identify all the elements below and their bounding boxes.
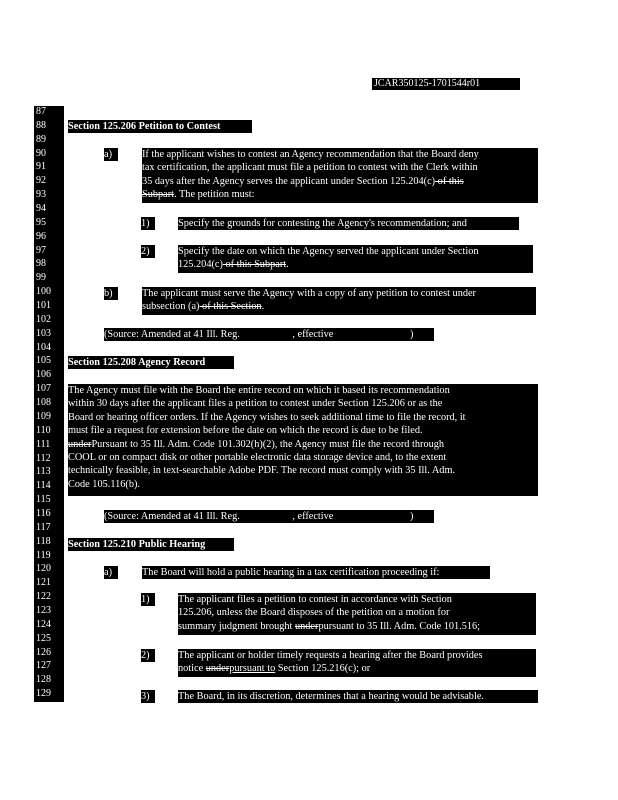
- text-line: [142, 188, 538, 201]
- item-1-label: 1): [141, 217, 155, 230]
- text-line: The Board will hold a public hearing in a tax certification proceeding if:: [142, 567, 440, 578]
- line-number: 99: [36, 272, 46, 284]
- inserted-text: pursuant to: [229, 663, 276, 675]
- text-run: , effective: [292, 329, 336, 340]
- line-number: 116: [36, 507, 51, 519]
- line-number: 92: [36, 175, 46, 187]
- line-number: 101: [36, 300, 51, 312]
- line-number: 109: [36, 410, 51, 422]
- line-number: 98: [36, 258, 46, 270]
- text-line: [178, 662, 536, 675]
- line-number: 100: [36, 286, 51, 298]
- struck-text: of this Subpart: [222, 259, 287, 271]
- line-number: 107: [36, 383, 51, 395]
- line-number: 94: [36, 203, 46, 215]
- line-number: 103: [36, 327, 51, 339]
- struck-text: under: [205, 663, 230, 675]
- line-number: 106: [36, 369, 51, 381]
- line-number: 122: [36, 591, 51, 603]
- text-line: Specify the date on which the Agency served the applicant under Section: [178, 246, 479, 257]
- struck-text: of this: [435, 175, 464, 187]
- text-line: tax certification, the applicant must file a petition to contest with the Clerk within: [142, 162, 478, 174]
- s210-item-1-label: 1): [141, 593, 155, 606]
- struck-text: of this Section: [199, 301, 262, 313]
- line-number: 110: [36, 424, 51, 436]
- text-line: COOL or on compact disk or other portable electronic data storage device and, to the extent: [68, 452, 447, 464]
- s210-item-2-label: 2): [141, 649, 155, 662]
- text-run: 35 days after the Agency serves the applicant under Section 125.204(c): [142, 175, 436, 187]
- line-number: 120: [36, 563, 51, 575]
- line-number: 111: [36, 438, 51, 450]
- section-125-208-body: [68, 384, 538, 496]
- text-run: , effective: [292, 511, 336, 522]
- s210-item-3-label: 3): [141, 690, 155, 703]
- text-run: ): [409, 511, 414, 522]
- s210-subsection-a-label: a): [104, 566, 118, 579]
- s210-item-1-text: [178, 593, 536, 635]
- source-note-206: [104, 328, 434, 341]
- text-line: technically feasible, in text-searchable Adobe PDF. The record must comply with 35 Ill. Adm.: [68, 465, 456, 477]
- s210-subsection-a-text: [142, 566, 490, 579]
- text-run: ): [409, 329, 414, 340]
- text-line: Specify the grounds for contesting the Agency's recommendation; and: [178, 218, 467, 229]
- text-line: Board or hearing officer orders. If the Agency wishes to seek additional time to file the record, it: [68, 411, 466, 423]
- text-run: .: [261, 301, 265, 313]
- text-run: pursuant to 35 Ill. Adm. Code 101.516;: [318, 620, 481, 632]
- line-number: 97: [36, 244, 46, 256]
- text-line: [104, 510, 434, 523]
- document-id: JCAR350125-1701544r01: [372, 78, 520, 90]
- line-number: 127: [36, 660, 51, 672]
- text-line: The Agency must file with the Board the entire record on which it based its recommendation: [68, 385, 450, 396]
- text-line: The applicant must serve the Agency with a copy of any petition to contest under: [142, 288, 476, 299]
- line-number: 112: [36, 452, 51, 464]
- item-2-text: [178, 245, 533, 273]
- text-line: If the applicant wishes to contest an Agency recommendation that the Board deny: [142, 149, 479, 160]
- text-line: [178, 620, 536, 633]
- s210-item-3-text: [178, 690, 538, 703]
- line-number: 118: [36, 535, 51, 547]
- line-number: 89: [36, 133, 46, 145]
- line-number: 88: [36, 119, 46, 131]
- text-line: [104, 328, 434, 341]
- text-run: Pursuant to 35 Ill. Adm. Code 101.302(h)(2), the Agency must file the record through: [91, 438, 445, 450]
- text-run: subsection (a): [142, 301, 200, 313]
- text-run: . The petition must:: [174, 189, 255, 201]
- line-number: 128: [36, 674, 51, 686]
- line-number: 119: [36, 549, 51, 561]
- text-line: within 30 days after the applicant files a petition to contest under Section 125.206 or as the: [68, 398, 443, 410]
- line-number: 115: [36, 494, 51, 506]
- text-line: [68, 438, 538, 451]
- text-line: The applicant files a petition to contest in accordance with Section: [178, 594, 452, 605]
- item-1-text: [178, 217, 519, 230]
- struck-text: Subpart: [142, 189, 175, 201]
- text-run: summary judgment brought: [178, 620, 295, 632]
- subsection-a-text: [142, 148, 538, 203]
- s210-item-2-text: [178, 649, 536, 677]
- line-number: 117: [36, 521, 51, 533]
- text-run: (Source: Amended at 41 Ill. Reg.: [104, 511, 243, 522]
- text-line: [142, 175, 538, 188]
- line-number: 114: [36, 480, 51, 492]
- line-number: 121: [36, 577, 51, 589]
- section-125-208-heading: Section 125.208 Agency Record: [68, 356, 234, 369]
- line-number: 105: [36, 355, 51, 367]
- struck-text: under: [294, 620, 319, 632]
- text-line: 125.206, unless the Board disposes of the petition on a motion for: [178, 607, 450, 619]
- text-line: [142, 300, 536, 313]
- line-number: 96: [36, 230, 46, 242]
- text-run: Section 125.216(c); or: [275, 663, 371, 675]
- text-line: The applicant or holder timely requests a hearing after the Board provides: [178, 650, 483, 661]
- text-run: .: [286, 259, 289, 271]
- text-line: Code 105.116(b).: [68, 478, 140, 490]
- line-number: 104: [36, 341, 51, 353]
- section-125-210-heading: Section 125.210 Public Hearing: [68, 538, 234, 551]
- text-line: must file a request for extension before the date on which the record is due to be filed.: [68, 425, 423, 437]
- line-number: 125: [36, 632, 51, 644]
- line-number: 93: [36, 189, 46, 201]
- line-number: 90: [36, 147, 46, 159]
- text-run: (Source: Amended at 41 Ill. Reg.: [104, 329, 243, 340]
- source-note-208: [104, 510, 434, 523]
- subsection-a-label: a): [104, 148, 118, 161]
- subsection-b-text: [142, 287, 536, 315]
- line-number: 113: [36, 466, 51, 478]
- line-number: 87: [36, 106, 46, 117]
- line-number: 108: [36, 397, 51, 409]
- line-number: 124: [36, 618, 51, 630]
- line-number: 102: [36, 313, 51, 325]
- subsection-b-label: b): [104, 287, 118, 300]
- text-run: 125.204(c): [178, 259, 223, 271]
- text-run: notice: [178, 663, 206, 675]
- text-line: The Board, in its discretion, determines that a hearing would be advisable.: [178, 691, 484, 702]
- line-number: 123: [36, 604, 51, 616]
- line-number: 95: [36, 216, 46, 228]
- line-number: 91: [36, 161, 46, 173]
- item-2-label: 2): [141, 245, 155, 258]
- section-125-206-heading: Section 125.206 Petition to Contest: [68, 120, 252, 133]
- struck-text: under: [68, 438, 92, 450]
- line-number: 126: [36, 646, 51, 658]
- text-line: [178, 258, 533, 271]
- line-number: 129: [36, 688, 51, 700]
